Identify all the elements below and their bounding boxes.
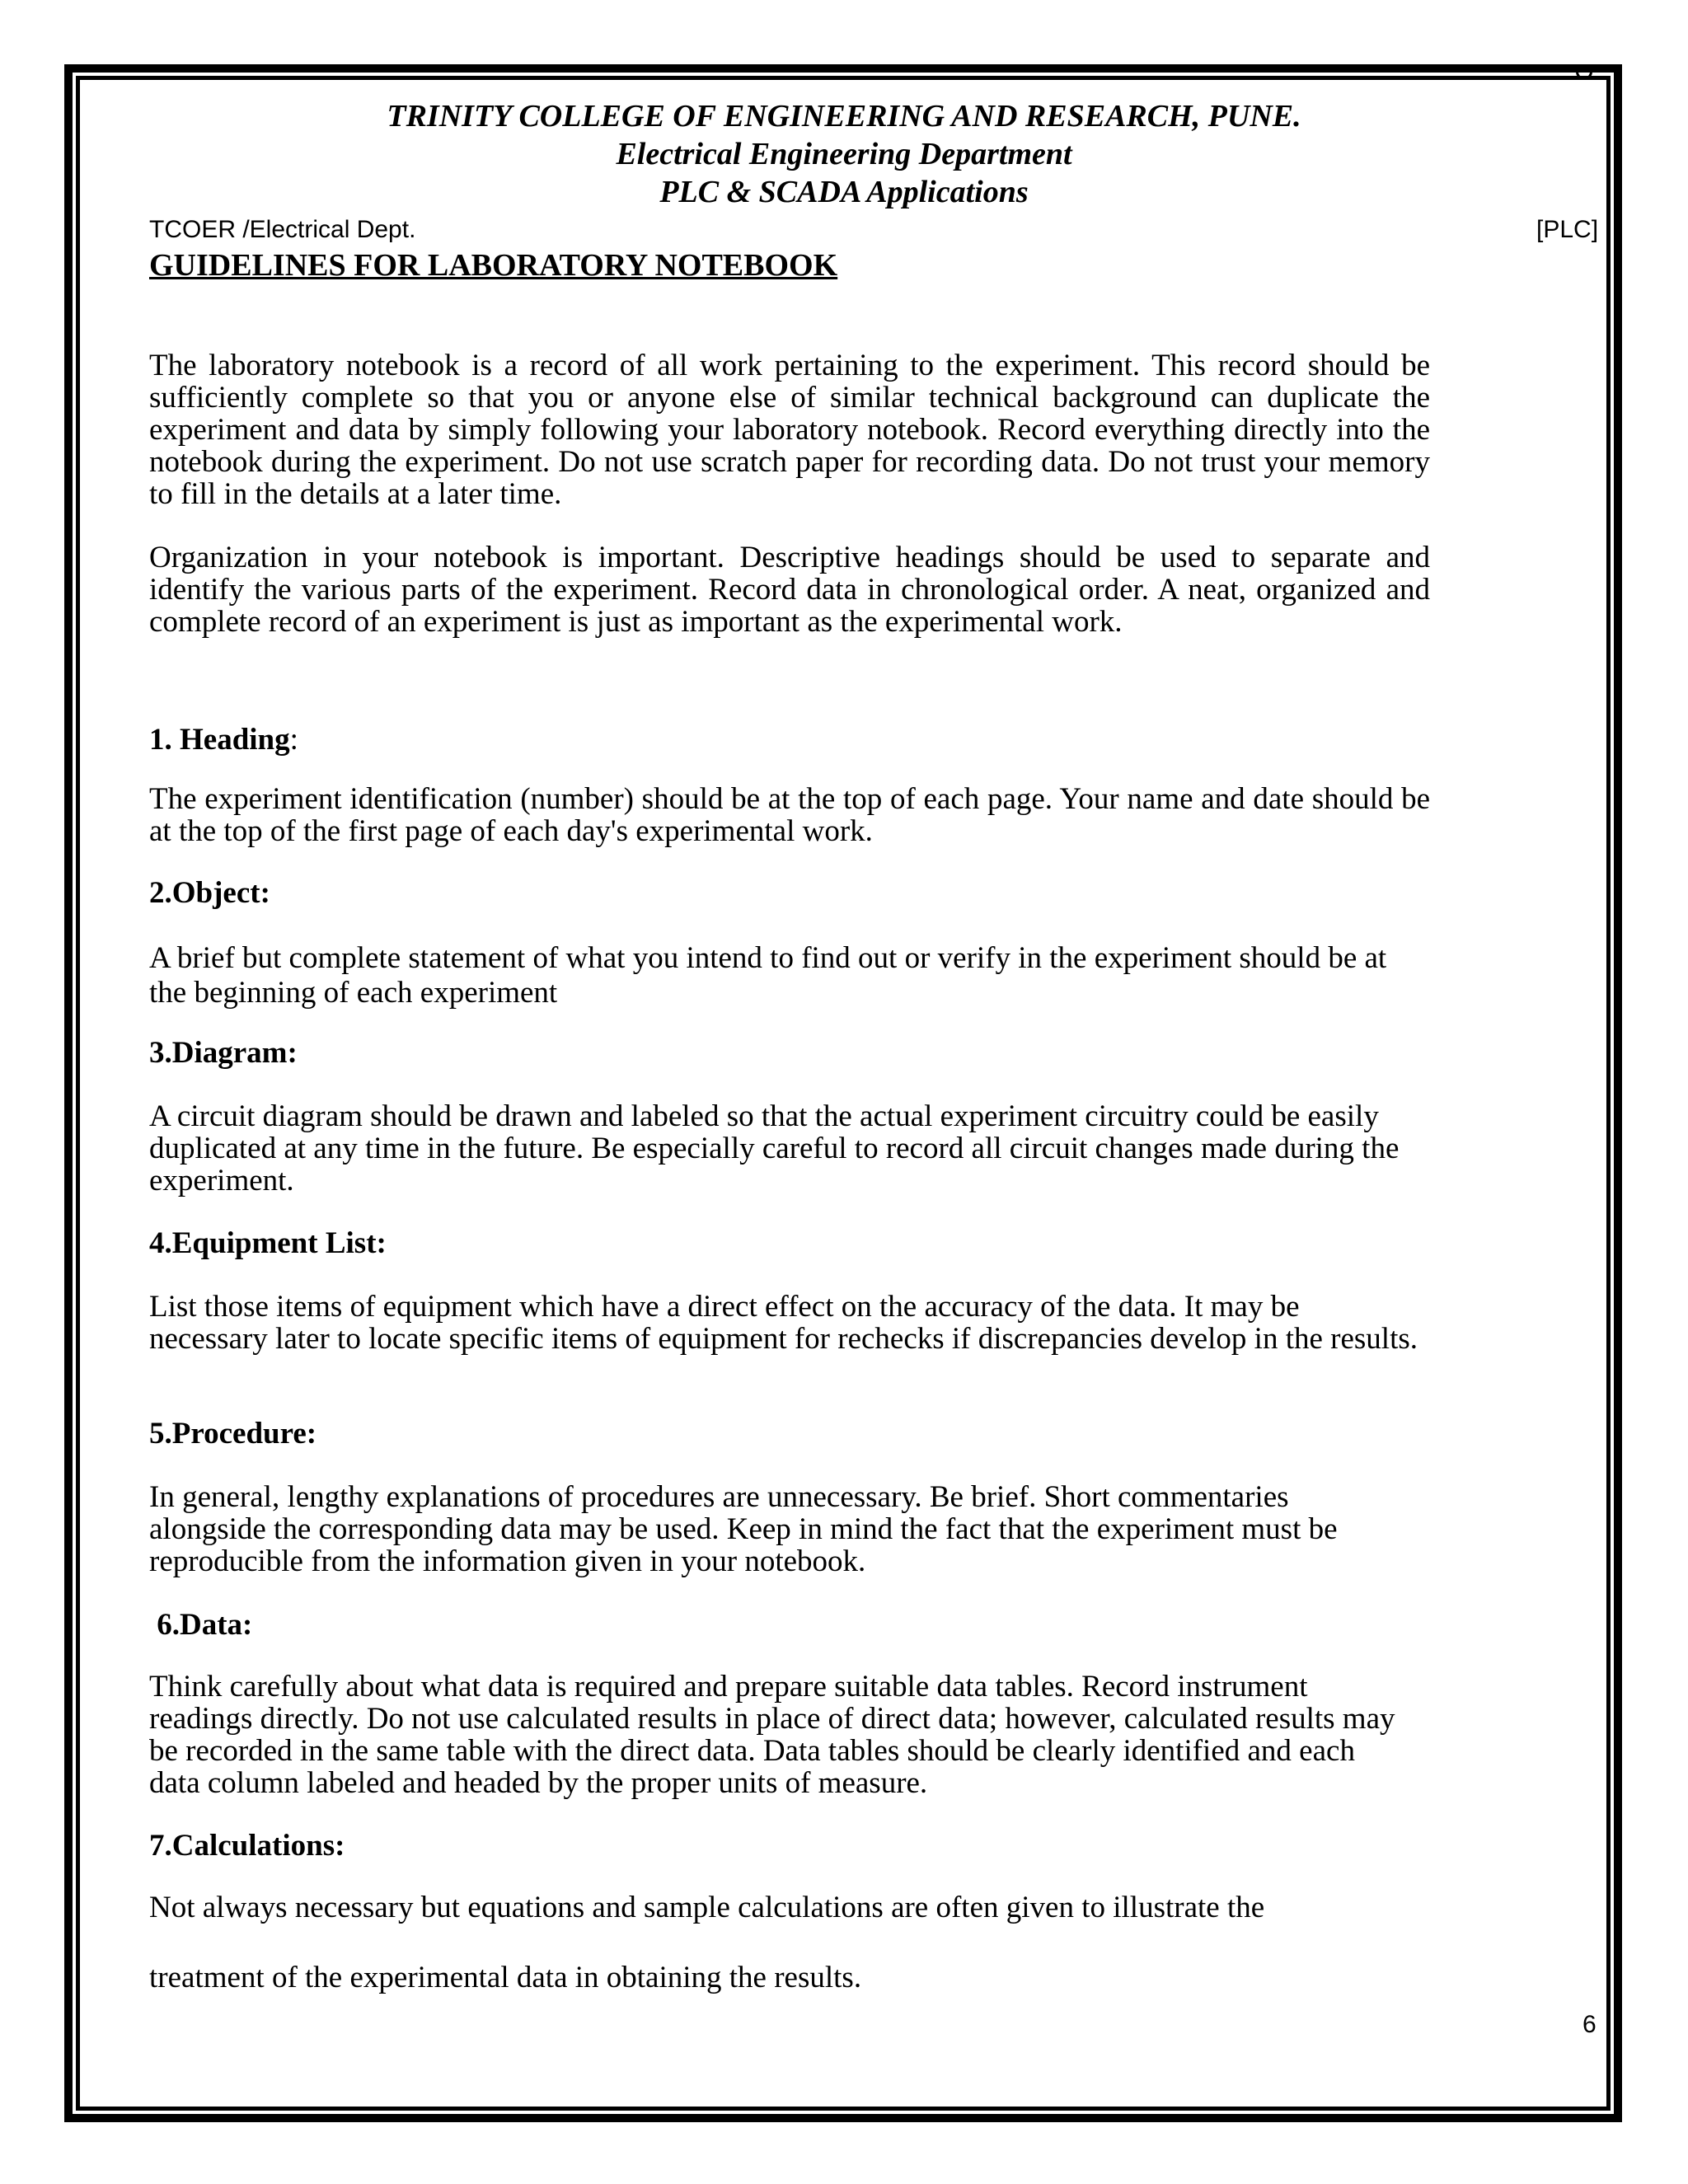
- section-body-5: In general, lengthy explanations of procedures are unnecessary. Be brief. Short commentaries alongside the corresponding data may be used. Keep in mind the fact that the experiment must be reproducible from the information given in your notebook.: [149, 1480, 1338, 1578]
- college-name: TRINITY COLLEGE OF ENGINEERING AND RESEARCH, PUNE.: [387, 99, 1301, 134]
- section-heading-4: 4.Equipment List:: [149, 1226, 387, 1260]
- intro-paragraph-2: Organization in your notebook is important. Descriptive headings should be used to separate and identify the various parts of the experiment. Record data in chronological order. A neat, organized and complete record of an experiment is just as important as the experimental work.: [149, 541, 1430, 639]
- header-left-tag: TCOER /Electrical Dept.: [149, 216, 416, 243]
- section-heading-2: 2.Object:: [149, 876, 270, 910]
- section-heading-1: [149, 722, 298, 757]
- section-body-3: A circuit diagram should be drawn and labeled so that the actual experiment circuitry could be easily duplicated at any time in the future. Be especially careful to record all circuit changes made during the experiment.: [149, 1099, 1400, 1197]
- page-title: GUIDELINES FOR LABORATORY NOTEBOOK: [149, 248, 838, 283]
- section-body-1: The experiment identification (number) should be at the top of each page. Your name and date should be at the top of the first page of each day's experimental work.: [149, 782, 1430, 848]
- header-right-tag: [PLC]: [1536, 216, 1599, 243]
- section-heading-7: 7.Calculations:: [149, 1829, 345, 1863]
- section-body-4: List those items of equipment which have a direct effect on the accuracy of the data. It may be necessary later to locate specific items of equipment for rechecks if discrepancies develop in the results.: [149, 1290, 1418, 1356]
- section-heading-1-colon: :: [289, 723, 298, 757]
- section-heading-3: 3.Diagram:: [149, 1036, 298, 1070]
- section-heading-5: 5.Procedure:: [149, 1417, 317, 1451]
- page-number: 6: [1582, 2011, 1597, 2038]
- department-name: Electrical Engineering Department: [616, 137, 1072, 171]
- section-body-2: A brief but complete statement of what you intend to find out or verify in the experiment should be at the beginning of each experiment: [149, 941, 1387, 1010]
- section-body-7: Not always necessary but equations and sample calculations are often given to illustrate the: [149, 1891, 1265, 1924]
- section-body-7-continued: treatment of the experimental data in obtaining the results.: [149, 1961, 862, 1994]
- intro-paragraph-1: The laboratory notebook is a record of all work pertaining to the experiment. This record should be sufficiently complete so that you or anyone else of similar technical background can duplicate the experiment and data by simply following your laboratory notebook. Record everything directly into the notebook during the experiment. Do not use scratch paper for recording data. Do not trust your memory to fill in the details at a later time.: [149, 349, 1430, 511]
- section-heading-1-text: 1. Heading: [149, 723, 290, 757]
- section-body-6: Think carefully about what data is required and prepare suitable data tables. Record instrument readings directly. Do not use calculated results in place of direct data; however, calculated results may be recorded in the same table with the direct data. Data tables should be clearly identified and each data column labeled and headed by the proper units of measure.: [149, 1670, 1395, 1800]
- section-heading-6: 6.Data:: [149, 1608, 253, 1642]
- course-name: PLC & SCADA Applications: [659, 175, 1029, 209]
